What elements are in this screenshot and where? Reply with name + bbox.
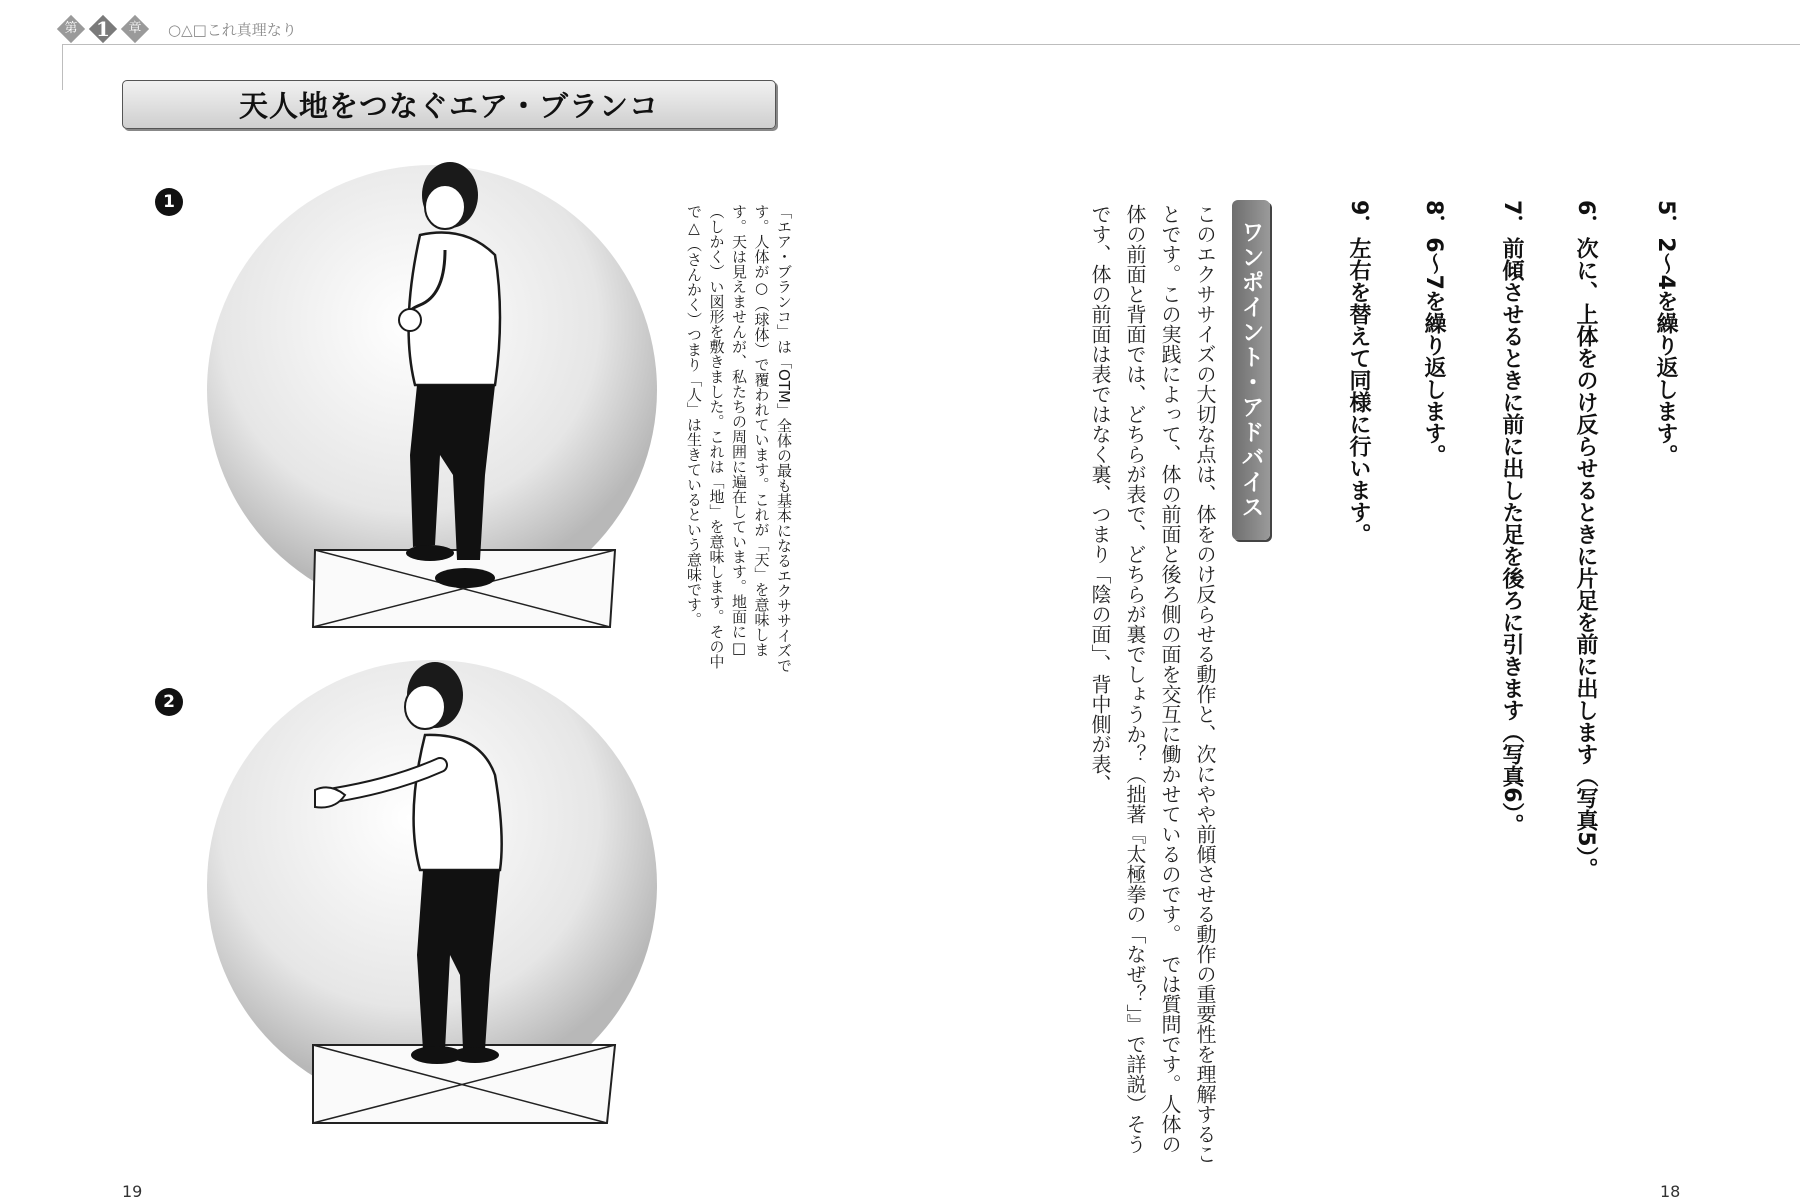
figure-1-illustration <box>195 155 665 635</box>
header-rule-side <box>62 44 63 90</box>
page-number-left: 19 <box>122 1182 143 1201</box>
figure-caption: 「エア・ブランコ」は「OTM」全体の最も基本になるエクササイズです。人体が○（球体）で覆われています。これが「天」を意味します。天は見えませんが、私たちの周囲に遍在しています。地面に□（しかく）い図形を敷きました。これは「地」を意味します。その中で△（さんかく）つまり「人」は生きているという意味です。 <box>685 204 793 673</box>
one-point-advice-body: このエクササイズの大切な点は、体をのけ反らせる動作と、次にやや前傾させる動作の重要性を理解することです。この実践によって、体の前面と後ろ側の面を交互に働かせているのです。 では質問です。人体の体の前面と背面では、どちらが表で、どちらが裏でしょうか？（拙著『太極拳の「なぜ？」』で詳説）そうです、体の前面は表ではなく裏、つまり「陰の面」、背中側が表、 <box>1088 204 1217 1164</box>
section-title: 天人地をつなぐエア・ブランコ <box>238 89 659 123</box>
figure-number-1: 1 <box>155 188 183 216</box>
one-point-advice-heading: ワンポイント・アドバイス <box>1232 200 1270 540</box>
step-9: 9．左右を替えて同様に行います。 <box>1346 200 1371 546</box>
step-8: 8．6〜7を繰り返します。 <box>1421 200 1446 466</box>
step-7: 7．前傾させるときに前に出した足を後ろに引きます（写真6）。 <box>1499 200 1524 836</box>
running-title: ○△□これ真理なり <box>168 21 297 39</box>
step-5: 5．2〜4を繰り返します。 <box>1653 200 1678 466</box>
section-title-box <box>122 80 776 129</box>
step-6: 6．次に、上体をのけ反らせるときに片足を前に出します（写真5）。 <box>1573 200 1598 880</box>
page-number-right: 18 <box>1660 1182 1681 1201</box>
ground-square-earth <box>313 550 615 627</box>
chapter-badge-prefix: 第 <box>56 14 86 44</box>
chapter-badge-suffix: 章 <box>120 14 150 44</box>
figure-2-illustration <box>195 655 665 1135</box>
figure-number-2: 2 <box>155 688 183 716</box>
chapter-badge-number: 1 <box>88 14 118 44</box>
header-rule <box>62 44 1800 45</box>
